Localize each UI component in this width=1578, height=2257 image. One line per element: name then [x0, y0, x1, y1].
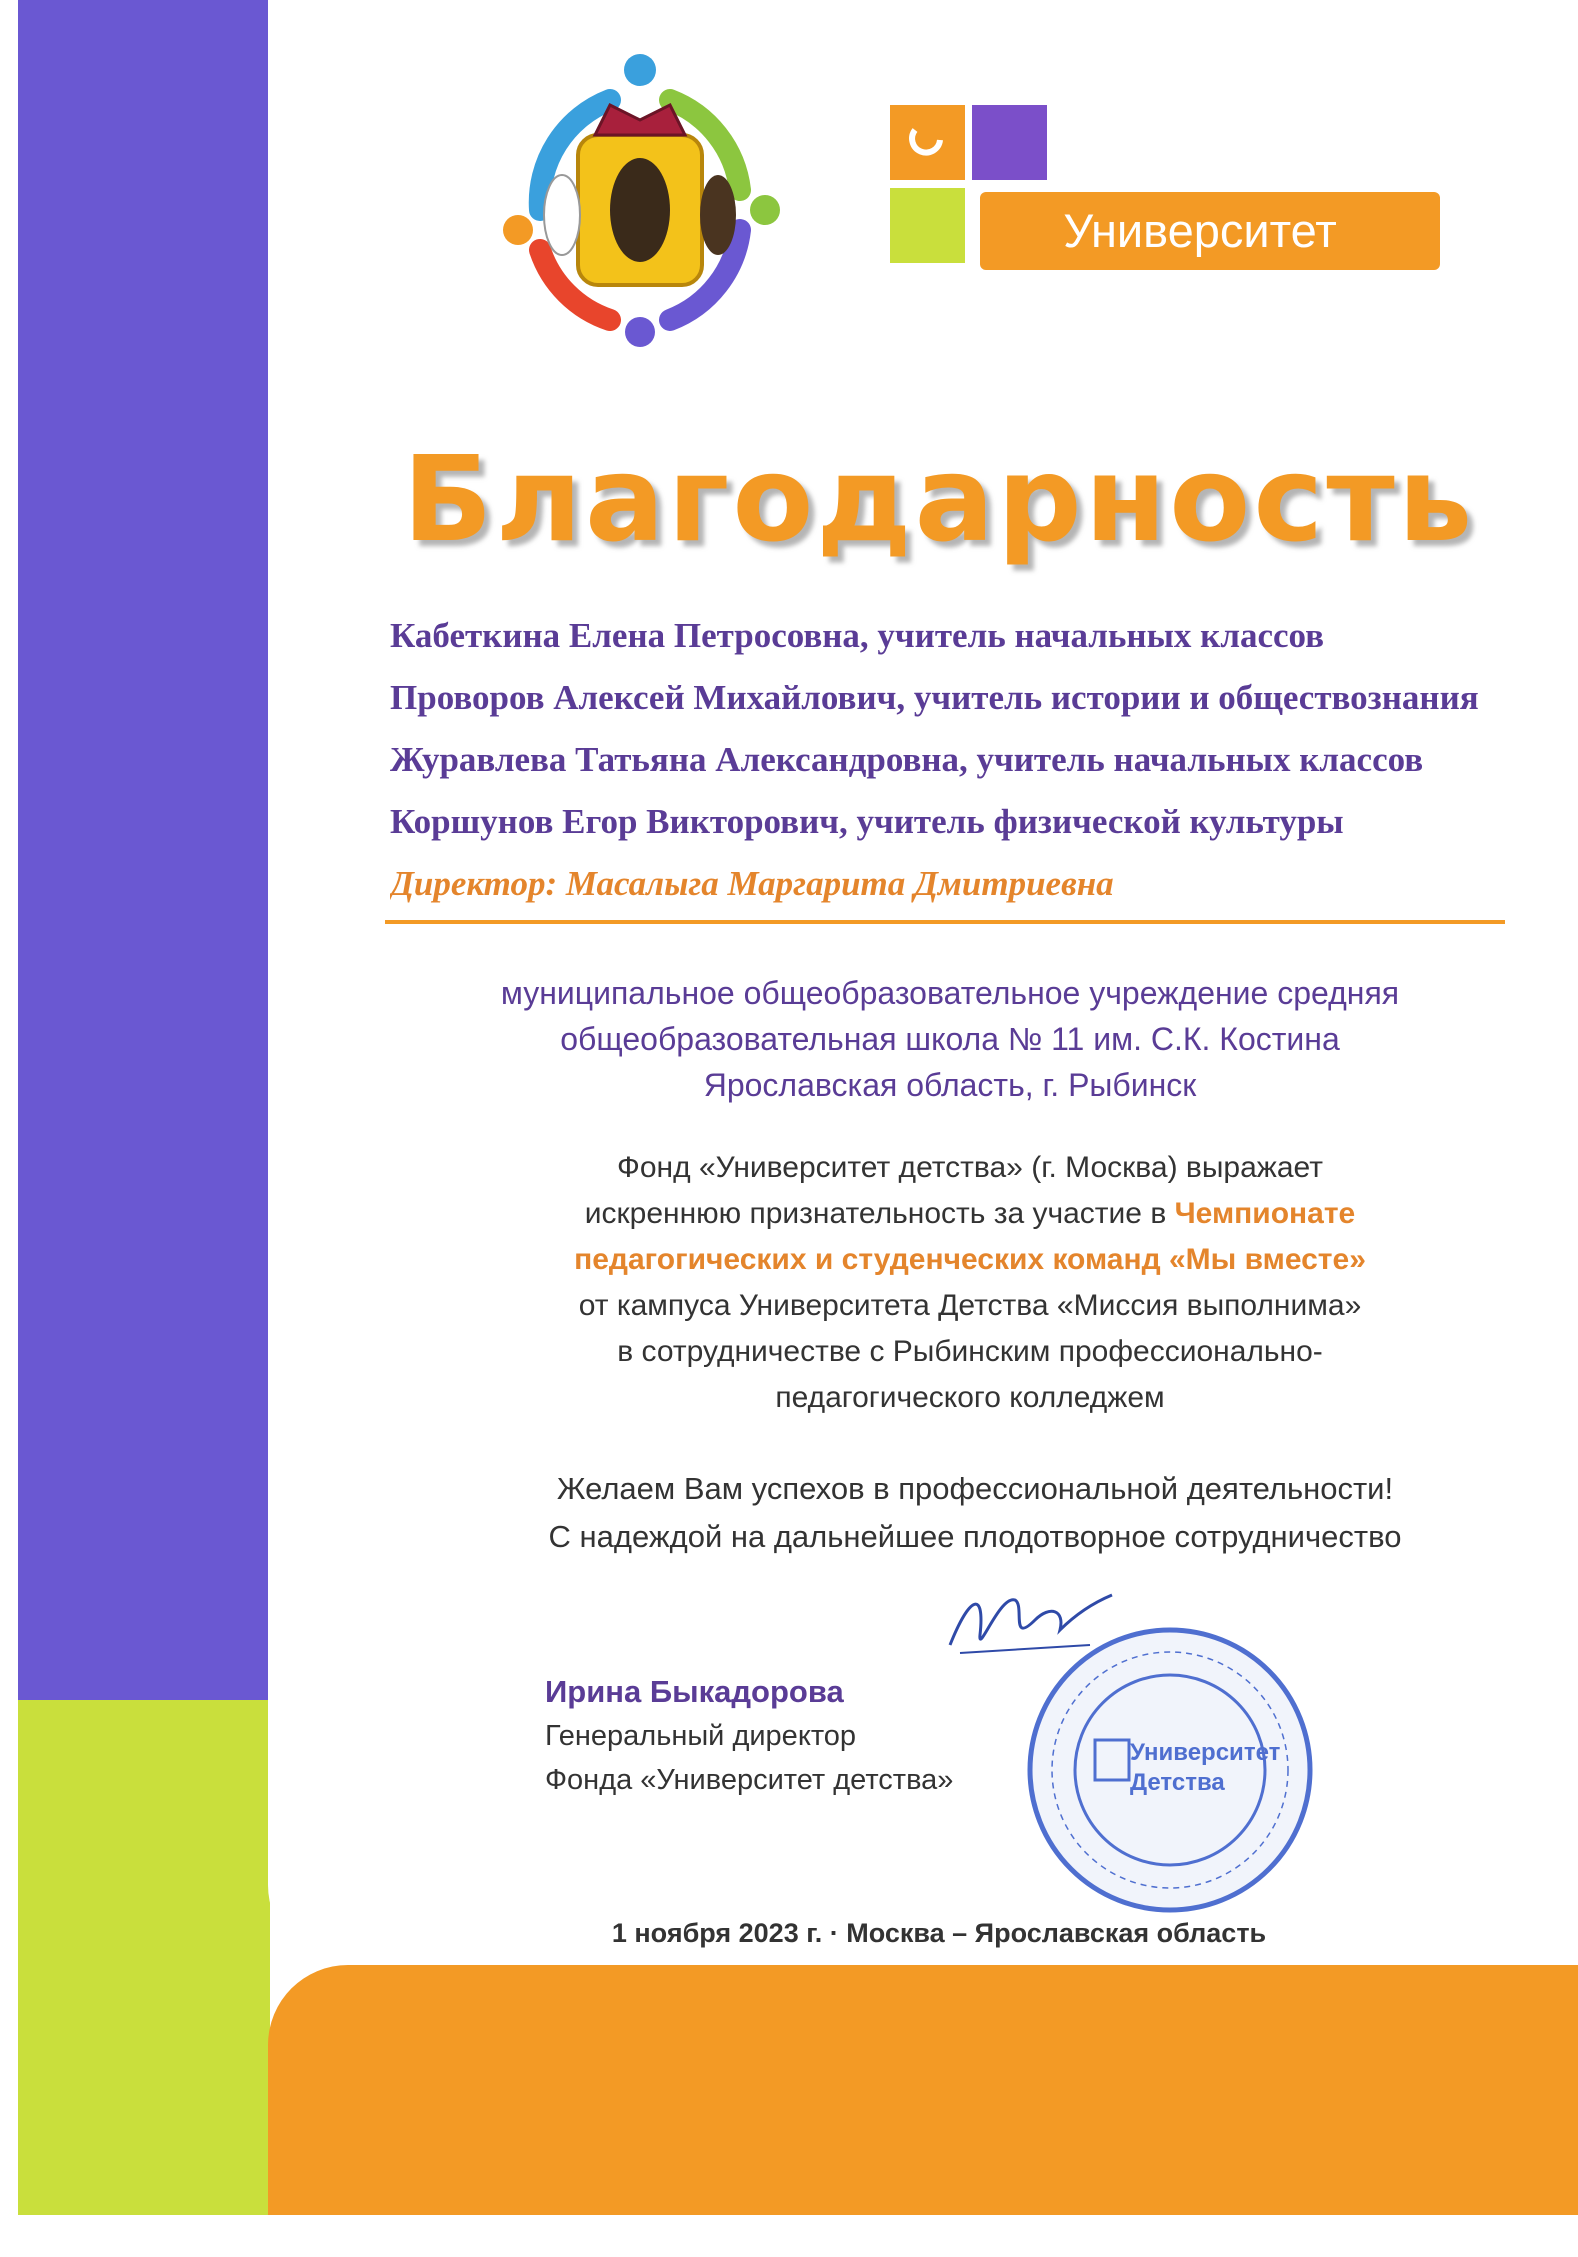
organization-line: общеобразовательная школа № 11 им. С.К. Костина: [560, 1021, 1340, 1057]
message-line: искреннюю признательность за участие в: [584, 1197, 1167, 1230]
bottom-green-band: [18, 2155, 270, 2215]
recipient-line: Проворов Алексей Михайлович, учитель истории и обществознания: [390, 678, 1479, 717]
recipients-list: [390, 605, 1570, 915]
region-emblem-icon: [500, 40, 780, 350]
organization-block: [330, 970, 1570, 1108]
recipient-line: Журавлева Татьяна Александровна, учитель начальных классов: [390, 740, 1424, 779]
recipient-line: Коршунов Егор Викторович, учитель физической культуры: [390, 802, 1344, 841]
stamp-text: Университет Детства: [1130, 1739, 1281, 1796]
championship-name: Чемпионате педагогических и студенческих команд «Мы вместе»: [574, 1197, 1366, 1276]
message-block: [470, 1145, 1470, 1421]
signer-name: Ирина Быкадорова: [545, 1674, 844, 1709]
university-logo-text: Университет Детства: [1063, 204, 1337, 335]
message-line: педагогического колледжем: [775, 1381, 1165, 1414]
certificate-title: Благодарность: [402, 430, 1476, 568]
message-line: от кампуса Университета Детства «Миссия выполнима»: [578, 1289, 1362, 1322]
director-line: Директор: Масалыга Маргарита Дмитриевна: [390, 864, 1114, 903]
wish-line: С надеждой на дальнейшее плодотворное сотрудничество: [548, 1519, 1402, 1554]
organization-line: муниципальное общеобразовательное учреждение средняя: [500, 975, 1400, 1011]
stamp-seal: [1020, 1620, 1320, 1920]
date-location-footer: 1 ноября 2023 г. · Москва – Ярославская область: [611, 1918, 1267, 1948]
message-line: Фонд «Университет детства» (г. Москва) выражает: [617, 1151, 1323, 1184]
university-logo: [880, 100, 1450, 335]
organization-line: Ярославская область, г. Рыбинск: [703, 1067, 1197, 1103]
message-line: в сотрудничестве с Рыбинским профессионально-: [617, 1335, 1323, 1368]
bottom-orange-band: [268, 1965, 1578, 2215]
wishes-block: [450, 1465, 1500, 1561]
wish-line: Желаем Вам успехов в профессиональной деятельности!: [556, 1471, 1394, 1506]
region-emblem-logo: [500, 40, 780, 350]
recipient-line: Кабеткина Елена Петросовна, учитель начальных классов: [390, 616, 1325, 655]
signer-position: Генеральный директор: [545, 1720, 857, 1752]
signer-organization: Фонда «Университет детства»: [545, 1764, 954, 1796]
divider-line: [385, 920, 1505, 924]
